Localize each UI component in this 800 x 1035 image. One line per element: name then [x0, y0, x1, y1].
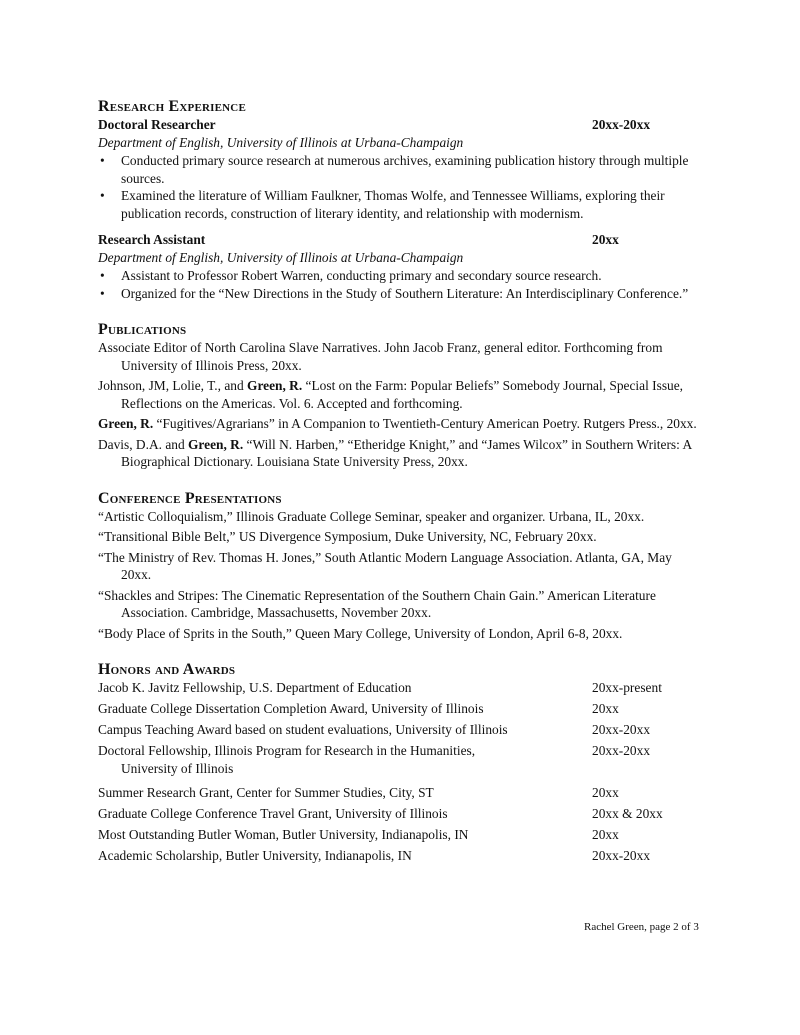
job-entry [98, 231, 698, 302]
research-heading: Research Experience [98, 98, 246, 115]
honor-date: 20xx-20xx [592, 848, 651, 863]
publication-text: Davis, D.A. and [98, 436, 189, 452]
resume-page [98, 97, 698, 868]
honor-item [98, 679, 698, 700]
honor-name: Graduate College Conference Travel Grant, University of Illinois [98, 806, 448, 821]
conferences-section [98, 489, 698, 643]
honors-heading: Honors and Awards [98, 661, 236, 678]
job-title: Research Assistant [98, 232, 206, 247]
conference-item: “Shackles and Stripes: The Cinematic Representation of the Southern Chain Gain.” American Literature Association. Cambridge, Massachusetts, November 20xx. [98, 587, 656, 620]
conferences-heading: Conference Presentations [98, 489, 282, 507]
honor-date: 20xx [592, 785, 619, 800]
publication-item [98, 339, 698, 374]
honor-name: Graduate College Dissertation Completion Award, University of Illinois [98, 701, 484, 716]
honor-item [98, 721, 698, 742]
publication-text: Johnson, JM, Lolie, T., and [98, 378, 248, 393]
honor-item [98, 784, 698, 805]
job-title: Doctoral Researcher [98, 117, 216, 132]
publication-text: “Lost on the Farm: Popular Beliefs” Somebody Journal, Special Issue, Reflections on the Americas. Vol. 6. Accepted and forthcoming. [121, 378, 684, 411]
publication-author-highlight: Green, R. [98, 416, 154, 431]
honor-date: 20xx-20xx [592, 722, 651, 737]
conference-item: “Body Place of Sprits in the South,” Queen Mary College, University of London, April 6-8, 20xx. [98, 625, 623, 641]
publication-author-highlight: Green, R. [188, 436, 244, 452]
page-footer: Rachel Green, page 2 of 3 [584, 921, 699, 933]
honor-item [98, 847, 698, 868]
job-bullets [98, 152, 698, 222]
honor-date: 20xx-20xx [592, 743, 651, 758]
publications-heading: Publications [98, 321, 187, 338]
bullet-item: • Examined the literature of William Faulkner, Thomas Wolfe, and Tennessee Williams, exploring their publication records, construction of literary identity, and relationship with modernism. [98, 187, 698, 222]
job-dates: 20xx-20xx [592, 117, 651, 132]
honor-date: 20xx [592, 827, 619, 842]
honor-date: 20xx & 20xx [592, 806, 663, 821]
bullet-item: • Organized for the “New Directions in the Study of Southern Literature: An Interdisciplinary Conference.” [98, 285, 698, 303]
honor-name: Most Outstanding Butler Woman, Butler University, Indianapolis, IN [98, 827, 469, 842]
honor-name: Summer Research Grant, Center for Summer Studies, City, ST [98, 785, 434, 800]
honor-item [98, 805, 698, 826]
bullet-item: • Conducted primary source research at numerous archives, examining publication history through multiple sources. [98, 152, 698, 187]
publication-text: Associate Editor of North Carolina Slave Narratives. John Jacob Franz, general editor. Forthcoming from University of Illinois Press, 20xx. [98, 340, 663, 373]
honor-name: Campus Teaching Award based on student evaluations, University of Illinois [98, 722, 508, 737]
bullet-item: • Assistant to Professor Robert Warren, conducting primary and secondary source research. [98, 267, 698, 285]
publication-text: “Will N. Harben,” “Etheridge Knight,” and “James Wilcox” in Southern Writers: A Biographical Dictionary. Louisiana State University Press, 20xx. [121, 436, 692, 469]
conference-item: “Artistic Colloquialism,” Illinois Graduate College Seminar, speaker and organizer. Urbana, IL, 20xx. [98, 508, 645, 524]
honor-item [98, 700, 698, 721]
publication-item [98, 415, 698, 433]
publication-item [98, 436, 698, 471]
honor-date: 20xx-present [592, 680, 662, 695]
honor-item [98, 742, 698, 784]
conference-item: “The Ministry of Rev. Thomas H. Jones,” South Atlantic Modern Language Association. Atlanta, GA, May 20xx. [98, 549, 672, 582]
honor-name: Academic Scholarship, Butler University, Indianapolis, IN [98, 848, 412, 863]
job-department: Department of English, University of Illinois at Urbana-Champaign [98, 134, 464, 150]
research-section [98, 97, 698, 302]
honor-date: 20xx [592, 701, 619, 716]
honor-item [98, 826, 698, 847]
job-bullets [98, 267, 698, 302]
publications-section [98, 320, 698, 471]
job-entry [98, 116, 698, 222]
honor-name: Jacob K. Javitz Fellowship, U.S. Department of Education [98, 680, 412, 695]
job-dates: 20xx [592, 232, 619, 247]
conference-item: “Transitional Bible Belt,” US Divergence Symposium, Duke University, NC, February 20xx. [98, 529, 597, 544]
publication-author-highlight: Green, R. [247, 378, 303, 393]
publication-item [98, 377, 698, 412]
honors-section [98, 660, 698, 868]
publication-text: “Fugitives/Agrarians” in A Companion to Twentieth-Century American Poetry. Rutgers Press., 20xx. [153, 416, 697, 431]
honor-name: Doctoral Fellowship, Illinois Program for Research in the Humanities, University of Illinois [98, 743, 476, 776]
job-department: Department of English, University of Illinois at Urbana-Champaign [98, 249, 464, 265]
